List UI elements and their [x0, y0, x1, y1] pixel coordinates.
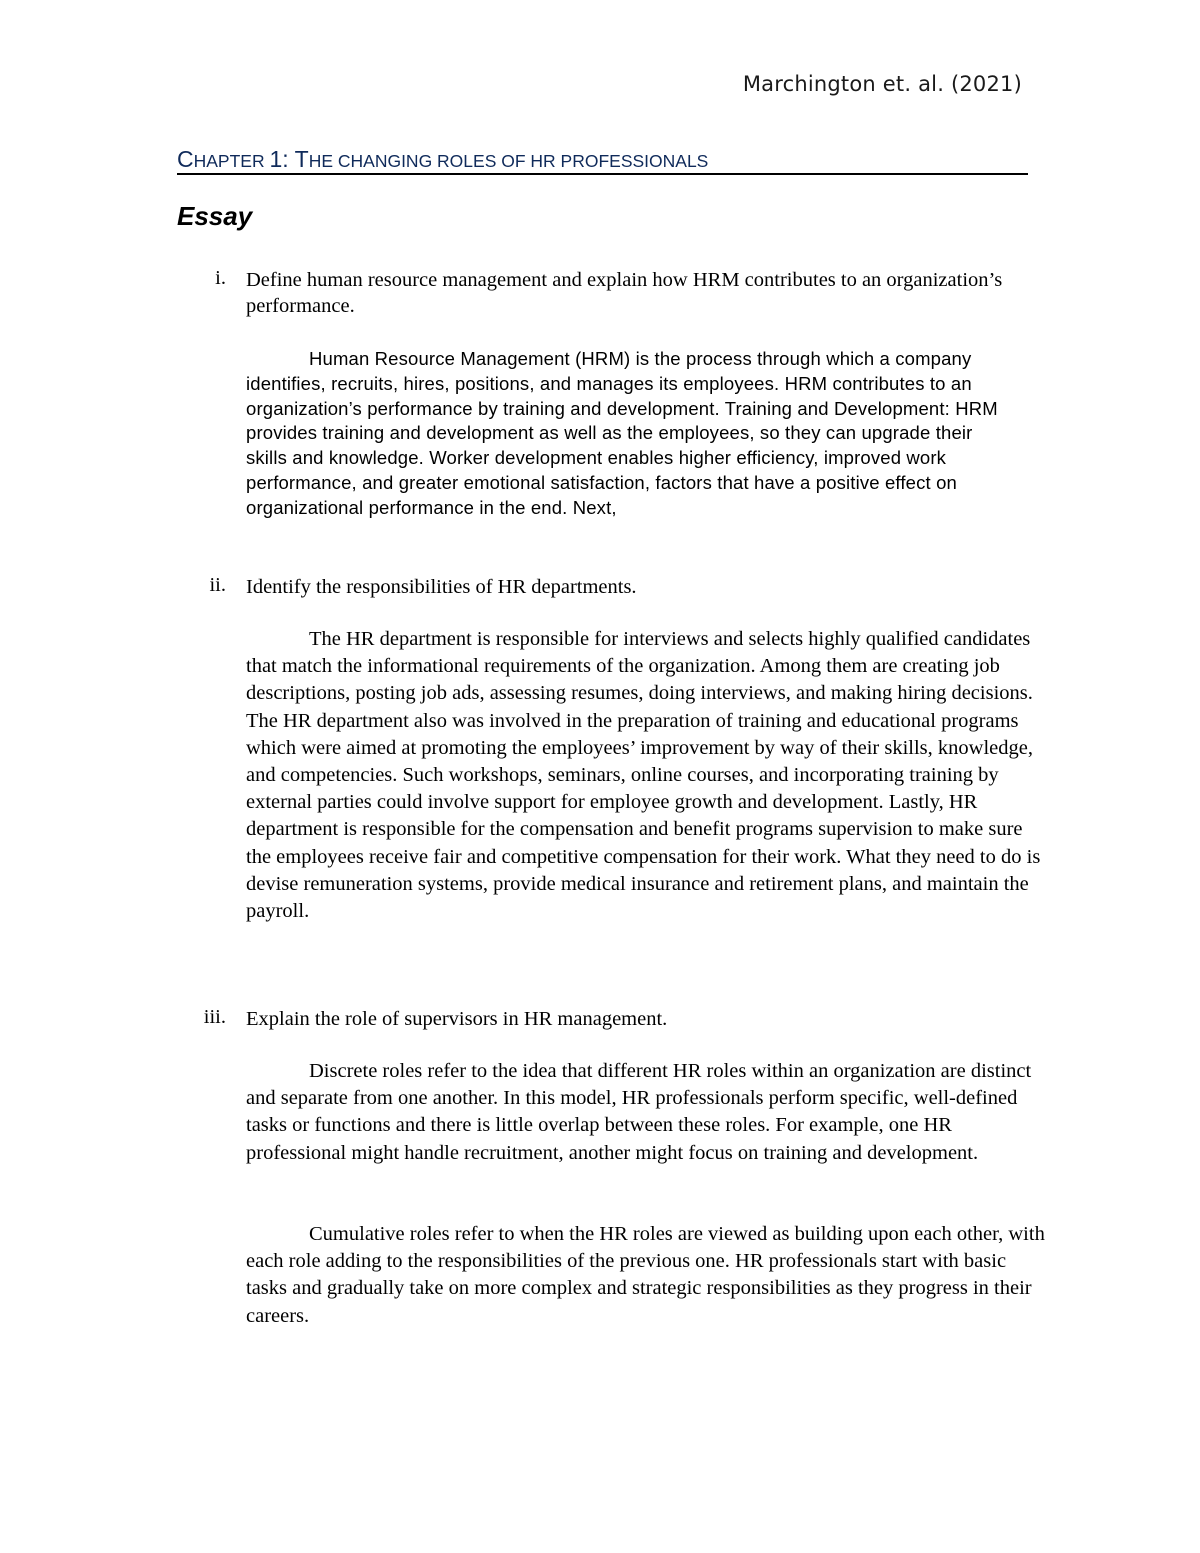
question-text: Define human resource management and explain how HRM contributes to an organization’s performance. — [246, 269, 1003, 317]
chapter-heading-part-1: HAPTER — [193, 151, 270, 171]
chapter-heading-cap-1: C — [177, 146, 194, 172]
chapter-heading-cap-2: 1: T — [269, 146, 309, 172]
answer-paragraph: The HR department is responsible for interviews and selects highly qualified candidates that match the informational requirements of the organization. Among them are creating job descriptions, posting job ads, assessing resumes, doing interviews, and making hiring decisions. The HR department also was involved in the preparation of training and educational programs which were aimed at promoting the employees’ improvement by way of their skills, knowledge, and competencies. Such workshops, seminars, online courses, and incorporating training by external parties could involve support for employee growth and development. Lastly, HR department is responsible for the compensation and benefit programs supervision to make sure the employees receive fair and competitive compensation for their work. What they need to do is devise remuneration systems, provide medical insurance and retirement plans, and maintain the payroll. — [246, 628, 1041, 923]
answer-paragraph: Human Resource Management (HRM) is the process through which a company identifies, recruits, hires, positions, and manages its employees. HRM contributes to an organization’s performance by training and development. Training and Development: HRM provides training and development as well as the employees, so they can upgrade their skills and knowledge. Worker development enables higher efficiency, improved work performance, and greater emotional satisfaction, factors that have a positive effect on organizational performance in the end. Next, — [246, 348, 998, 518]
question-number: i. — [215, 267, 226, 289]
question-text: Explain the role of supervisors in HR management. — [246, 1008, 668, 1030]
question-text: Identify the responsibilities of HR departments. — [246, 576, 637, 598]
chapter-heading-part-2: HE CHANGING ROLES OF HR PROFESSIONALS — [308, 151, 709, 171]
chapter-heading — [177, 148, 1028, 175]
question-number: iii. — [203, 1006, 226, 1028]
question-number: ii. — [209, 574, 226, 596]
answer-paragraph: Discrete roles refer to the idea that different HR roles within an organization are distinct and separate from one another. In this model, HR professionals perform specific, well-defined tasks or functions and there is little overlap between these roles. For example, one HR professional might handle recruitment, another might focus on training and development. — [246, 1060, 1032, 1164]
citation-header: Marchington et. al. (2021) — [742, 72, 1022, 96]
answer-paragraph: Cumulative roles refer to when the HR roles are viewed as building upon each other, with each role adding to the responsibilities of the previous one. HR professionals start with basic tasks and gradually take on more complex and strategic responsibilities as they progress in their careers. — [246, 1223, 1045, 1327]
section-title: Essay — [177, 201, 253, 231]
